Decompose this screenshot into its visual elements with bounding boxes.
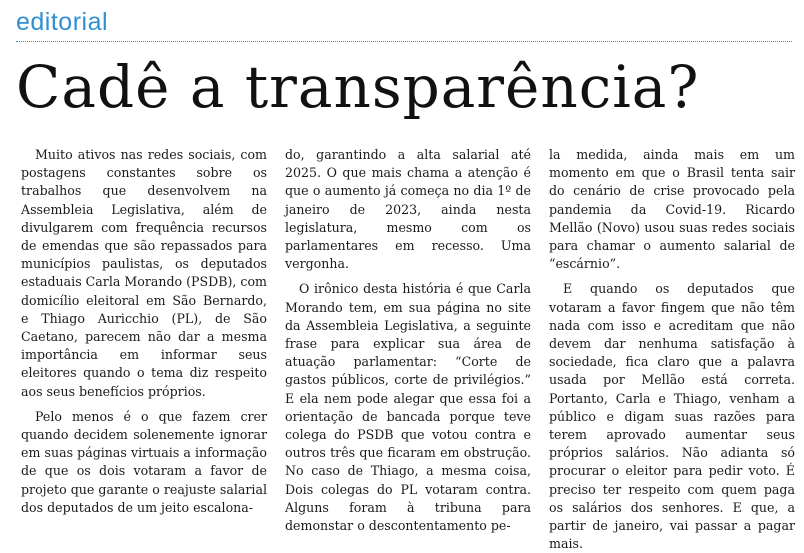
paragraph: do, garantindo a alta salarial até 2025. O que mais chama a atenção é que o aumento já começa no dia 1º de janeiro de 2023, ainda nesta legislatura, mesmo com os parlamentares em recesso. Uma vergonha. xyxy=(285,147,531,272)
paragraph: Muito ativos nas redes sociais, com postagens constantes sobre os trabalhos que desenvolvem na Assembleia Legislativa, além de divulgarem com frequência recursos de emendas que são repassados para municípios paulistas, os deputados estaduais Carla Morando (PSDB), com domicílio eleitoral em São Bernardo, e Thiago Auricchio (PL), de São Caetano, parecem não dar a mesma importância em informar seus eleitores quando o tema diz respeito aos seus benefícios próprios. xyxy=(21,147,267,399)
headline: Cadê a transparência? xyxy=(16,53,700,121)
section-label: editorial xyxy=(16,8,109,36)
paragraph: Pelo menos é o que fazem crer quando decidem solenemente ignorar em suas páginas virtuais a informação de que os dois votaram a favor de projeto que garante o reajuste salarial dos deputados de um jeito escalona- xyxy=(21,408,267,515)
paragraph: E quando os deputados que votaram a favor fingem que não têm nada com isso e acreditam que não devem dar nenhuma satisfação à sociedade, fica claro que a palavra usada por Mellão está correta. Portanto, Carla e Thiago, venham a público e digam suas razões para terem aprovado aumentar seus próprios salários. Não adianta só procurar o eleitor para pedir voto. É preciso ter respeito com quem paga os salários dos senhores. E que, a partir de janeiro, vai passar a pagar mais. xyxy=(549,281,795,552)
column-2 xyxy=(285,146,531,534)
article-body xyxy=(21,146,795,552)
paragraph: la medida, ainda mais em um momento em que o Brasil tenta sair do cenário de crise provocado pela pandemia da Covid-19. Ricardo Mellão (Novo) usou suas redes sociais para chamar o aumento salarial de “escárnio”. xyxy=(549,147,795,272)
section-divider xyxy=(16,41,792,42)
column-3 xyxy=(549,146,795,552)
paragraph: O irônico desta história é que Carla Morando tem, em sua página no site da Assembleia Legislativa, a seguinte frase para explicar sua área de atuação parlamentar: “Corte de gastos públicos, corte de privilégios.” E ela nem pode alegar que essa foi a orientação de bancada porque teve colega do PSDB que votou contra e outros três que ficaram em obstrução. No caso de Thiago, a mesma coisa, Dois colegas do PL votaram contra. Alguns foram à tribuna para demonstar o descontentamento pe- xyxy=(285,281,531,534)
column-1 xyxy=(21,146,267,515)
